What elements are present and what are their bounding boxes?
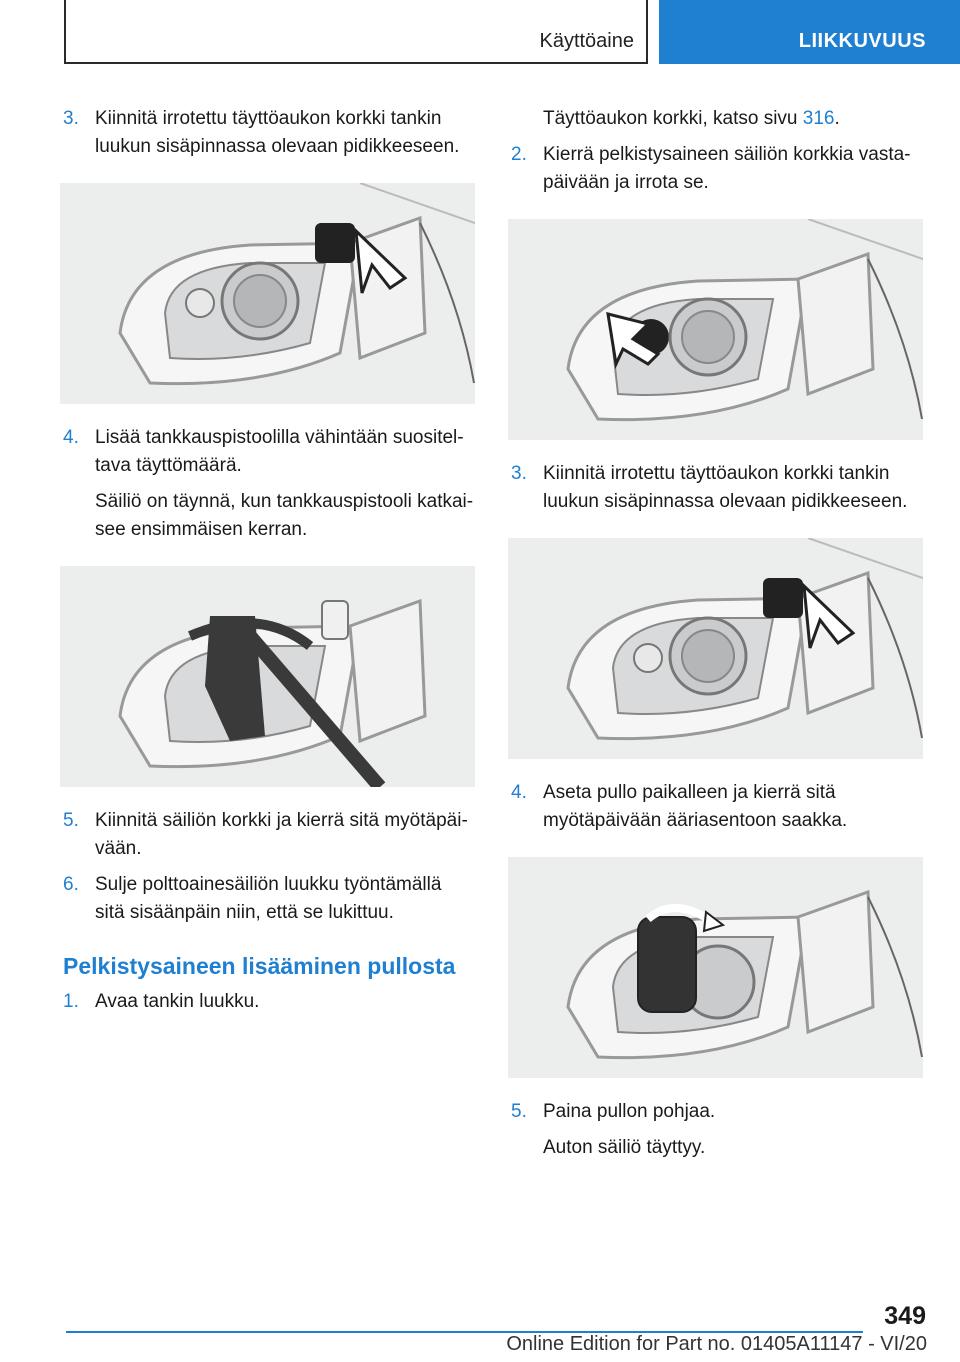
- step-2-right: 2. Kierrä pelkistysaineen säiliön korkkia vastapäivään ja irrota se.: [511, 144, 911, 193]
- footer-edition: Online Edition for Part no. 01405A11147 - VI/20: [506, 1333, 927, 1355]
- step-5-note: Auton säiliö täyttyy.: [543, 1137, 706, 1158]
- step-text: Lisää tankkauspistoolilla vähintään suositeltava täyttömäärä.: [95, 427, 464, 476]
- bottle-illustration: [508, 857, 923, 1078]
- page-number: 349: [884, 1302, 926, 1330]
- step-text: Kiinnitä säiliön korkki ja kierrä sitä myötäpäivään.: [95, 810, 468, 859]
- figure-insert-bottle: [508, 857, 923, 1078]
- step-6-left: 6. Sulje polttoainesäiliön luukku työntämällä sitä sisäänpäin niin, että se lukittuu.: [63, 874, 442, 923]
- section-title: Käyttöaine: [539, 30, 634, 52]
- step-5-left: 5. Kiinnitä säiliön korkki ja kierrä sitä myötäpäivään.: [63, 810, 468, 859]
- step-3-right: 3. Kiinnitä irrotettu täyttöaukon korkki tankin luukun sisäpinnassa olevaan pidikkeeseen.: [511, 463, 908, 512]
- chapter-tab[interactable]: [659, 0, 960, 64]
- step-text: Aseta pullo paikalleen ja kierrä sitä myötäpäivään ääriasentoon saakka.: [543, 782, 848, 831]
- step-text: Avaa tankin luukku.: [95, 991, 260, 1012]
- fuel-door-illustration: [60, 183, 475, 404]
- step-text: Sulje polttoainesäiliön luukku työntämällä sitä sisäänpäin niin, että se lukittuu.: [95, 874, 442, 923]
- nozzle-illustration: [60, 566, 475, 787]
- page-reference-link[interactable]: 316: [802, 108, 835, 129]
- header-section-box: [64, 0, 648, 64]
- step-4-right: 4. Aseta pullo paikalleen ja kierrä sitä myötäpäivään ääriasentoon saakka.: [511, 782, 848, 831]
- chapter-title: LIIKKUVUUS: [798, 30, 926, 52]
- figure-refuel-nozzle: [60, 566, 475, 787]
- figure-cap-on-holder: [60, 183, 475, 404]
- step-1-continuation: Täyttöaukon korkki, katso sivu 316.: [543, 108, 840, 129]
- figure-cap-on-holder-2: [508, 538, 923, 759]
- section-heading: Pelkistysaineen lisääminen pullosta: [63, 953, 456, 979]
- step-text: Paina pullon pohjaa.: [543, 1101, 716, 1122]
- step-4-note: Säiliö on täynnä, kun tankkauspistooli katkaisee ensimmäisen kerran.: [95, 491, 474, 540]
- step-text: Kierrä pelkistysaineen säiliön korkkia vastapäivään ja irrota se.: [543, 144, 911, 193]
- step-3-left: 3. Kiinnitä irrotettu täyttöaukon korkki tankin luukun sisäpinnassa olevaan pidikkeeseen.: [63, 108, 460, 157]
- fuel-door-illustration-2: [508, 538, 923, 759]
- step-5-right: 5. Paina pullon pohjaa.: [511, 1101, 716, 1122]
- step-1-left: 1. Avaa tankin luukku.: [63, 991, 260, 1012]
- step-text: Kiinnitä irrotettu täyttöaukon korkki tankin luukun sisäpinnassa olevaan pidikkeeseen.: [95, 108, 460, 157]
- right-column: [508, 105, 923, 1170]
- figure-remove-cap: [508, 219, 923, 440]
- remove-cap-illustration: [508, 219, 923, 440]
- step-text: Kiinnitä irrotettu täyttöaukon korkki tankin luukun sisäpinnassa olevaan pidikkeeseen.: [543, 463, 908, 512]
- left-column: [60, 105, 475, 1024]
- step-4-left: 4. Lisää tankkauspistoolilla vähintään suositeltava täyttömäärä.: [63, 427, 464, 476]
